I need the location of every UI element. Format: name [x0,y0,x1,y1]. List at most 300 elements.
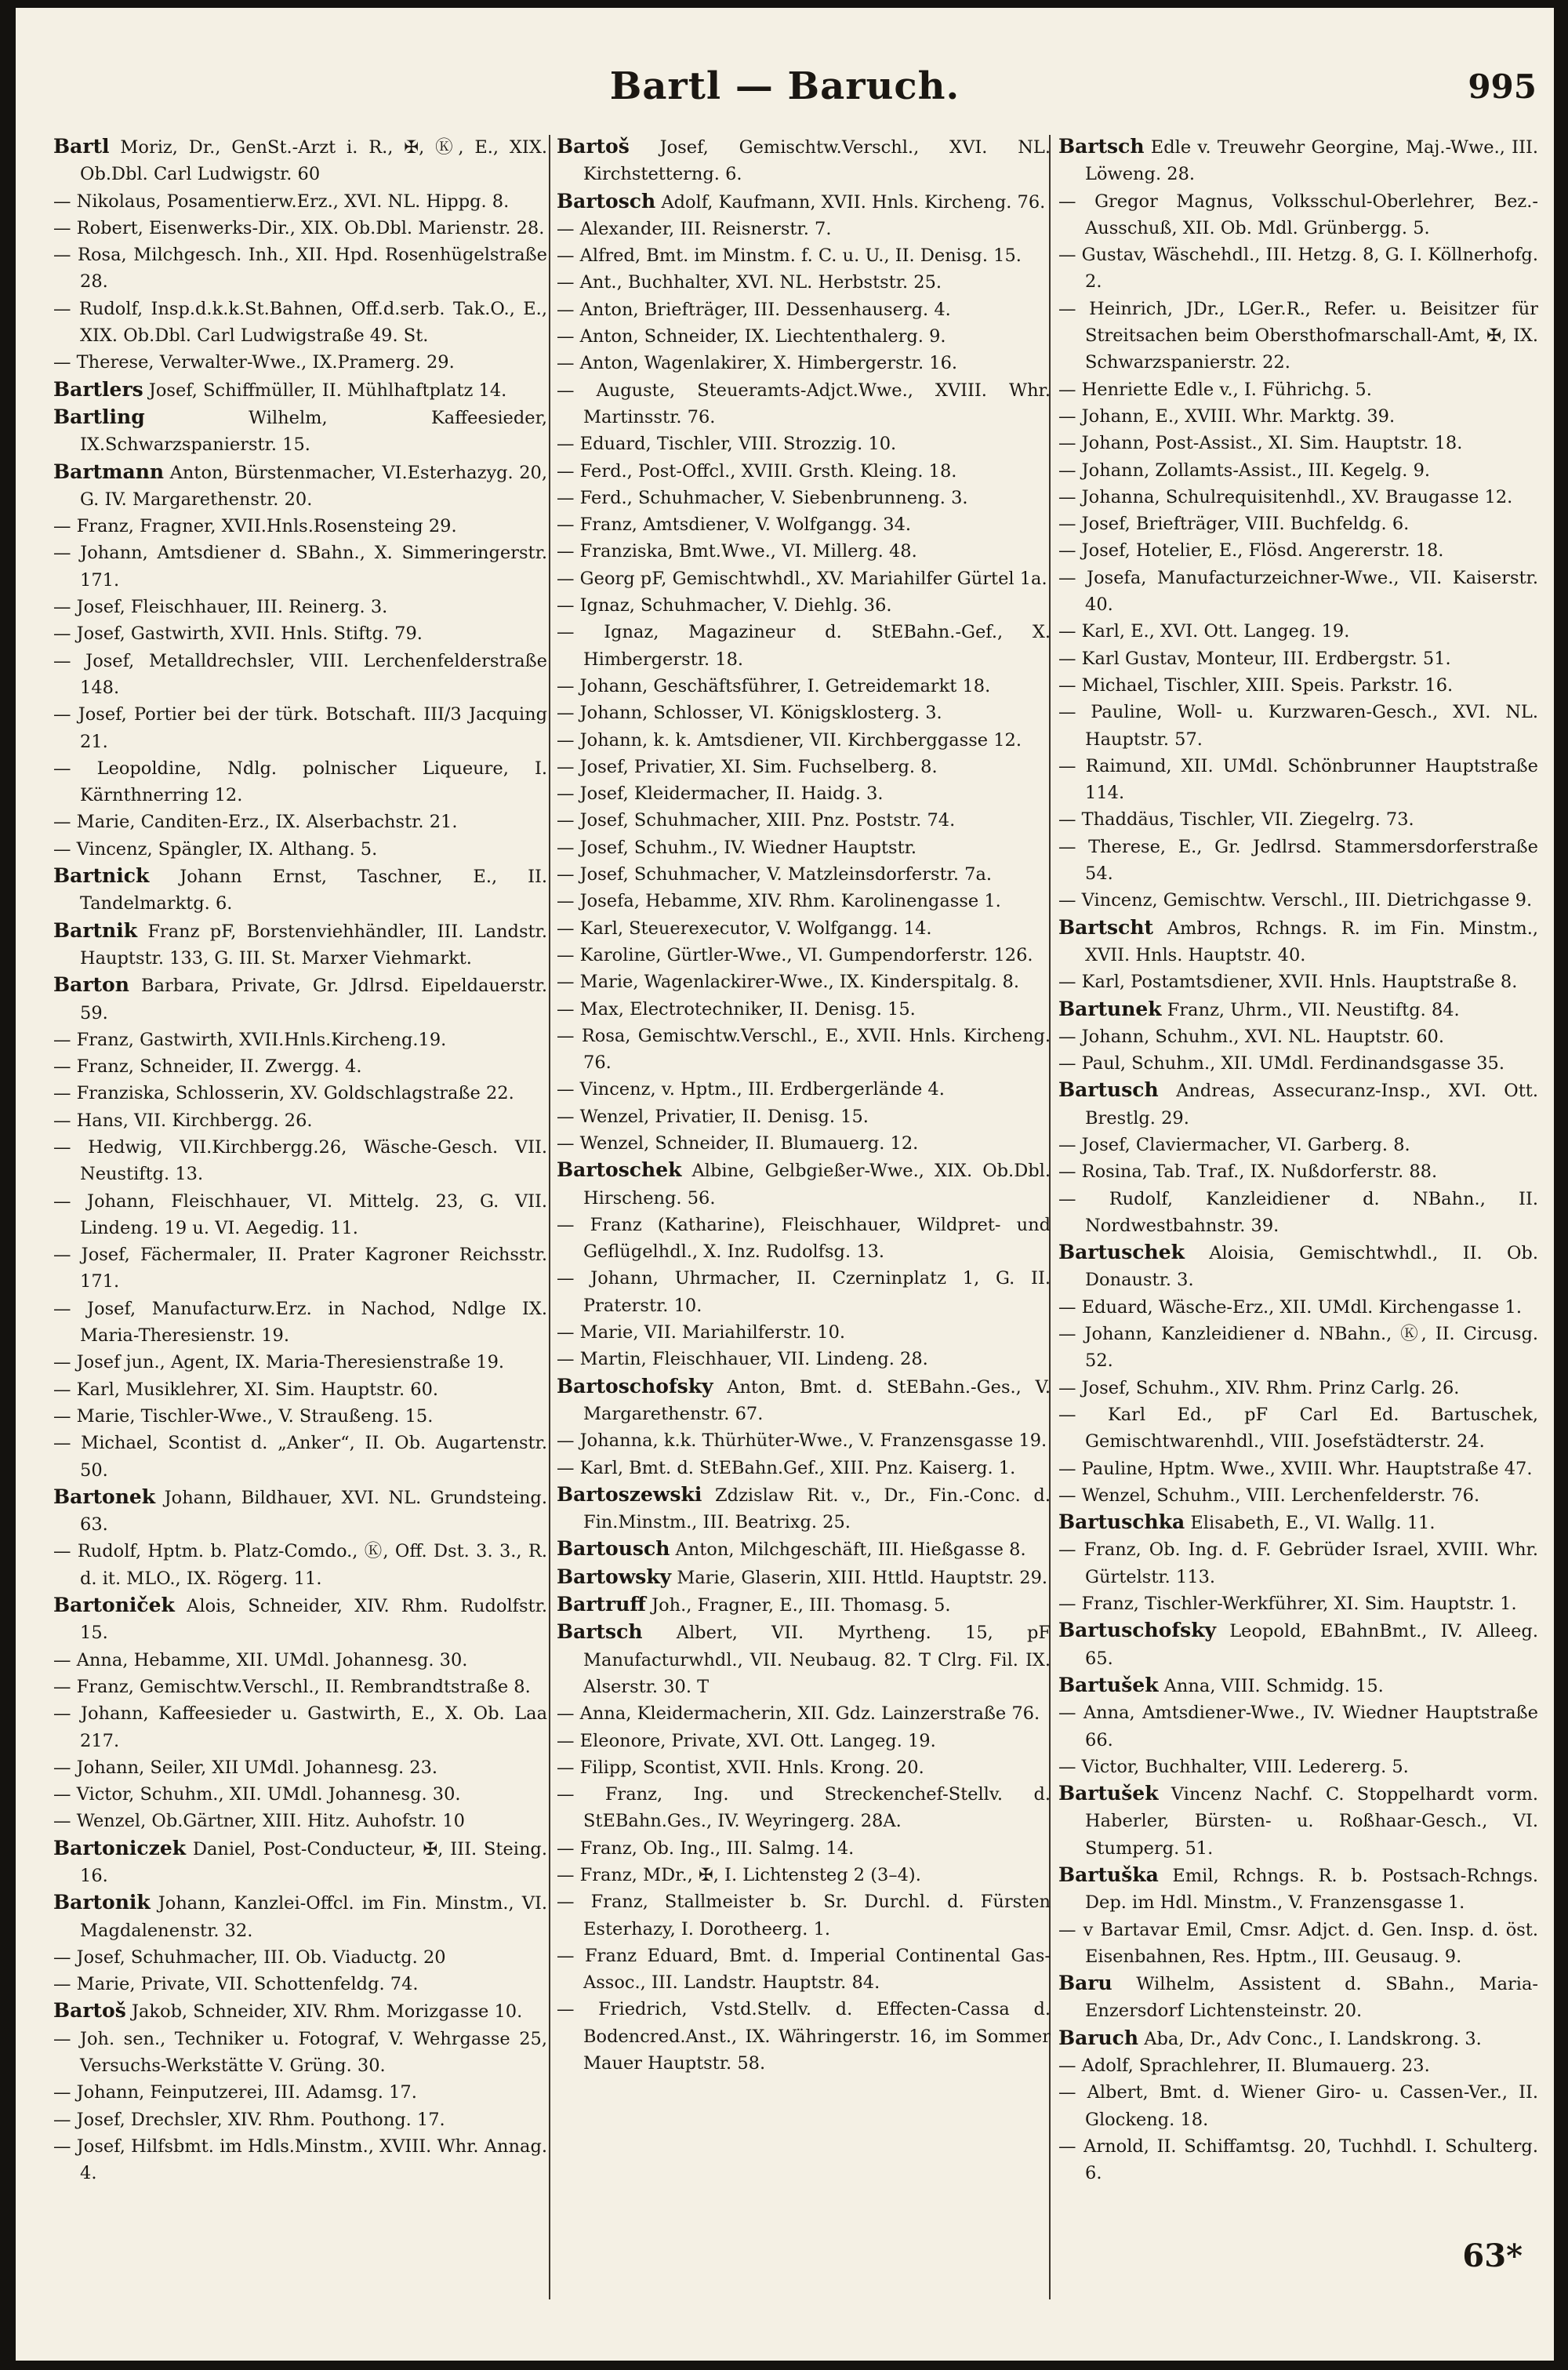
entry-text: Franz, Uhrm., VII. Neustiftg. 84. [1161,999,1460,1020]
entry-text: Jakob, Schneider, XIV. Rhm. Morizgasse 10. [125,2001,523,2023]
directory-entry [1058,1023,1538,1050]
entry-text: — Franz, Ob. Ing., III. Salmg. 14. [557,1837,855,1859]
directory-entry [557,807,1051,834]
entry-text: Alois, Schneider, XIV. Rhm. Rudolfstr. 15. [80,1596,547,1644]
directory-entry [53,1241,547,1296]
entry-text: — Eleonore, Private, XVI. Ott. Langeg. 19. [557,1730,936,1751]
directory-entry [53,513,547,540]
directory-entry [1058,296,1538,376]
directory-entry [557,485,1051,511]
entry-text: Wilhelm, Assistent d. SBahn., Maria-Enzersdorf Lichtensteinstr. 20. [1085,1974,1538,2022]
surname: Bartowsky [557,1565,672,1588]
entry-text: — Friedrich, Vstd.Stellv. d. Effecten-Cassa d. Bodencred.Anst., IX. Währingerstr. 16, im Sommer Mauer Hauptstr. 58. [557,1999,1051,2074]
entry-text: — Johann, Seiler, XII UMdl. Johannesg. 23. [53,1757,438,1778]
entry-text: — Ferd., Schuhmacher, V. Siebenbrunneng. 3. [557,487,968,508]
surname: Bartuschka [1058,1510,1185,1534]
entry-text: Josef, Gemischtw.Verschl., XVI. NL. Kirchstetterng. 6. [583,137,1051,185]
signature-mark: 63* [1462,2237,1523,2274]
entry-text: — Anton, Schneider, IX. Liechtenthalerg. 9. [557,326,946,347]
directory-entry [1058,457,1538,484]
entry-text: — Karoline, Gürtler-Wwe., VI. Gumpendorferstr. 126. [557,944,1033,965]
entry-text: — Marie, VII. Mariahilferstr. 10. [557,1322,846,1343]
surname: Bartousch [557,1537,670,1561]
surname: Bartsch [1058,135,1145,158]
surname: Bartoniczek [53,1836,187,1859]
directory-entry [1058,806,1538,833]
surname: Bartoš [557,135,630,158]
entry-text: — Karl Gustav, Monteur, III. Erdbergstr. 51. [1058,648,1451,669]
entry-text: — Karl, Steuerexecutor, V. Wolfgangg. 14. [557,918,932,939]
directory-entry-surname [53,1835,547,1890]
surname: Bartosch [557,189,656,213]
entry-text: Anton, Bürstenmacher, VI.Esterhazyg. 20, G. IV. Margarethenstr. 20. [80,462,547,510]
directory-entry [53,836,547,863]
directory-entry [53,188,547,215]
entry-text: — Karl, Postamtsdiener, XVII. Hnls. Hauptstraße 8. [1058,972,1518,993]
entry-text: — Franz Eduard, Bmt. d. Imperial Continental Gas-Assoc., III. Landstr. Hauptstr. 84. [557,1945,1051,1994]
entry-text: — Josef, Claviermacher, VI. Garberg. 8. [1058,1134,1410,1155]
directory-entry-surname [557,1373,1051,1428]
entry-text: — Martin, Fleischhauer, VII. Lindeng. 28. [557,1349,928,1370]
entry-text: — Rudolf, Insp.d.k.k.St.Bahnen, Off.d.serb. Tak.O., E., XIX. Ob.Dbl. Carl Ludwigstraße 49. St. [53,298,547,347]
surname: Bartruff [557,1593,646,1616]
entry-text: Johann, Kanzlei-Offcl. im Fin. Minstm., VI. Magdalenenstr. 32. [80,1893,547,1941]
directory-entry [557,1943,1051,1997]
directory-entry [557,942,1051,969]
entry-text: — Franz, Gemischtw.Verschl., II. Rembrandtstraße 8. [53,1676,531,1697]
directory-entry [557,1346,1051,1372]
directory-entry-surname [557,1619,1051,1700]
directory-entry [1058,618,1538,645]
entry-text: — Filipp, Scontist, XVII. Hnls. Krong. 20. [557,1757,924,1778]
directory-entry-surname [53,863,547,918]
entry-text: Johann, Bildhauer, XVI. NL. Grundsteing. 63. [80,1487,547,1536]
directory-entry [557,754,1051,780]
directory-entry [557,216,1051,242]
directory-entry [53,1647,547,1674]
entry-text: — Franz, Stallmeister b. Sr. Durchl. d. Fürsten Esterhazy, I. Dorotheerg. 1. [557,1892,1051,1939]
entry-text: — Johann, E., XVIII. Whr. Marktg. 39. [1058,405,1396,427]
directory-entry-surname [1058,2025,1538,2052]
directory-entry-surname [53,459,547,514]
directory-entry [53,2133,547,2187]
surname: Bartnick [53,864,150,888]
directory-entry [1058,887,1538,914]
directory-entry-surname [53,1997,547,2025]
entry-text: — Karl, E., XVI. Ott. Langeg. 19. [1058,621,1350,642]
directory-entry [1058,834,1538,888]
directory-entry [1058,242,1538,296]
directory-entry [53,1107,547,1134]
entry-text: — Eduard, Tischler, VIII. Strozzig. 10. [557,434,897,455]
surname: Barton [53,973,129,997]
directory-entry-surname [53,918,547,972]
entry-text: — Karl Ed., pF Carl Ed. Bartuschek, Gemischtwarenhdl., VIII. Josefstädterstr. 24. [1058,1404,1538,1452]
directory-entry [53,1080,547,1107]
entry-text: — Johann, Post-Assist., XI. Sim. Hauptstr. 18. [1058,433,1463,454]
entry-text: — Franziska, Schlosserin, XV. Goldschlagstraße 22. [53,1083,514,1104]
entry-text: — Franz, Fragner, XVII.Hnls.Rosensteing 29. [53,516,457,537]
directory-entry [1058,1917,1538,1971]
entry-text: — Rudolf, Kanzleidiener d. NBahn., II. Nordwestbahnstr. 39. [1058,1188,1538,1236]
directory-entry [53,755,547,809]
surname: Bartonek [53,1485,156,1508]
directory-entry [557,296,1051,323]
entry-text: — Johanna, Schulrequisitenhdl., XV. Braugasse 12. [1058,486,1513,507]
entry-text: — Josefa, Hebamme, XIV. Rhm. Karolinengasse 1. [557,891,1001,912]
entry-text: Emil, Rchngs. R. b. Postsach-Rchngs. Dep. im Hdl. Minstm., V. Franzensgasse 1. [1085,1866,1538,1914]
page-number: 995 [1468,67,1537,106]
entry-text: — Wenzel, Schuhm., VIII. Lerchenfelderstr. 76. [1058,1485,1480,1506]
directory-entry-surname [557,1591,1051,1619]
entry-text: — Josef, Fleischhauer, III. Reinerg. 3. [53,597,388,618]
entry-text: Marie, Glaserin, XIII. Httld. Hauptstr. 29. [671,1567,1048,1588]
entry-text: — Therese, E., Gr. Jedlrsd. Stammersdorferstraße 54. [1058,836,1538,885]
directory-entry [53,1296,547,1350]
directory-entry-surname [557,1564,1051,1591]
entry-text: — Alexander, III. Reisnerstr. 7. [557,218,832,239]
directory-entry [557,1130,1051,1157]
entry-text: — Johann, Schuhm., XVI. NL. Hauptstr. 60. [1058,1026,1445,1047]
directory-entry [557,888,1051,914]
directory-entry [557,673,1051,700]
directory-entry [1058,1536,1538,1590]
entry-text: Aba, Dr., Adv Conc., I. Landskrong. 3. [1138,2028,1482,2049]
directory-entry [557,1835,1051,1862]
directory-entry [53,1376,547,1403]
entry-text: — Henriette Edle v., I. Führichg. 5. [1058,379,1372,400]
directory-entry [53,1538,547,1592]
directory-entry [53,1403,547,1430]
directory-entry [1058,1294,1538,1321]
entry-text: — Rosa, Milchgesch. Inh., XII. Hpd. Rosenhügelstraße 28. [53,245,547,293]
directory-entry [53,1944,547,1971]
directory-entry [557,996,1051,1023]
entry-text: — Josef, Hilfsbmt. im Hdls.Minstm., XVIII. Whr. Annag. 4. [53,2136,547,2184]
directory-entry [557,1103,1051,1130]
surname: Bartsch [557,1620,643,1644]
entry-text: — Albert, Bmt. d. Wiener Giro- u. Cassen-Ver., II. Glockeng. 18. [1058,2082,1538,2130]
entry-text: Vincenz Nachf. C. Stoppelhardt vorm. Haberler, Bürsten- u. Roßhaar-Gesch., VI. Stumperg. 51. [1085,1784,1538,1859]
entry-text: Anna, VIII. Schmidg. 15. [1158,1675,1384,1696]
surname: Bartl [53,135,110,158]
entry-text: — Michael, Tischler, XIII. Speis. Parkstr. 16. [1058,674,1454,696]
directory-entry [557,1427,1051,1454]
entry-text: — Ignaz, Magazineur d. StEBahn.-Gef., X. Himbergerstr. 18. [557,622,1051,670]
entry-text: — Victor, Schuhm., XII. UMdl. Johannesg. 30. [53,1784,461,1805]
entry-text: Andreas, Assecuranz-Insp., XVI. Ott. Brestlg. 29. [1085,1081,1538,1129]
surname: Bartušek [1058,1673,1159,1696]
directory-entry [1058,430,1538,456]
entry-text: — Franziska, Bmt.Wwe., VI. Millerg. 48. [557,541,917,562]
directory-entry [53,540,547,594]
directory-entry [557,727,1051,754]
directory-entry [1058,1050,1538,1077]
directory-entry [53,620,547,647]
directory-entry [53,1349,547,1376]
directory-entry [557,592,1051,619]
entry-text: — Josef jun., Agent, IX. Maria-Theresienstraße 19. [53,1352,505,1373]
entry-text: — Karl, Musiklehrer, XI. Sim. Hauptstr. 60. [53,1379,439,1400]
directory-entry [1058,2052,1538,2079]
directory-entry [557,1888,1051,1943]
directory-entry-surname [557,1481,1051,1536]
directory-entry [53,1430,547,1484]
entry-text: — Robert, Eisenwerks-Dir., XIX. Ob.Dbl. Marienstr. 28. [53,217,545,238]
entry-text: Franz pF, Borstenviehhändler, III. Landstr. Hauptstr. 133, G. III. St. Marxer Viehmarkt. [80,921,547,969]
directory-entry-surname [1058,1077,1538,1132]
directory-entry [1058,969,1538,995]
surname: Bartuška [1058,1863,1159,1886]
directory-entry [557,350,1051,376]
entry-text: Edle v. Treuwehr Georgine, Maj.-Wwe., III. Löweng. 28. [1085,137,1538,185]
directory-entry [557,1781,1051,1835]
directory-entry [1058,403,1538,430]
entry-text: — Thaddäus, Tischler, VII. Ziegelrg. 73. [1058,809,1414,831]
surname: Bartoschek [557,1158,682,1182]
column-rule [549,135,550,2299]
entry-text: — Hans, VII. Kirchbergg. 26. [53,1110,313,1131]
entry-text: Adolf, Kaufmann, XVII. Hnls. Kircheng. 76. [655,191,1046,213]
surname: Bartoschofsky [557,1374,713,1398]
entry-text: — Hedwig, VII.Kirchbergg.26, Wäsche-Gesch. VII. Neustiftg. 13. [53,1136,547,1185]
entry-text: Anton, Bmt. d. StEBahn.-Ges., V. Margarethenstr. 67. [583,1376,1051,1424]
entry-text: — Arnold, II. Schiffamtsg. 20, Tuchhdl. I. Schulterg. 6. [1058,2136,1538,2184]
directory-entry-surname [53,1889,547,1944]
directory-entry [1058,565,1538,619]
surname: Bartunek [1058,997,1162,1020]
directory-entry-surname [1058,1672,1538,1699]
entry-text: — Josef, Fächermaler, II. Prater Kagroner Reichsstr. 171. [53,1245,547,1292]
surname: Bartmann [53,460,165,483]
directory-entry [1058,1401,1538,1456]
entry-text: — Marie, Tischler-Wwe., V. Straußeng. 15. [53,1405,434,1427]
entry-text: — Josef, Gastwirth, XVII. Hnls. Stiftg. 79. [53,623,423,645]
entry-text: — Eduard, Wäsche-Erz., XII. UMdl. Kirchengasse 1. [1058,1296,1522,1318]
entry-text: — Alfred, Bmt. im Minstm. f. C. u. U., II. Denisg. 15. [557,245,1022,267]
directory-entry [557,834,1051,861]
directory-entry [1058,1158,1538,1185]
entry-text: Johann Ernst, Taschner, E., II. Tandelmarktg. 6. [80,867,547,914]
surname: Bartling [53,405,145,428]
directory-entry [557,915,1051,942]
entry-text: — Adolf, Sprachlehrer, II. Blumauerg. 23. [1058,2056,1430,2077]
directory-entry [557,323,1051,350]
directory-entry [557,538,1051,565]
entry-text: — Ferd., Post-Offcl., XVIII. Grsth. Kleing. 18. [557,460,957,482]
entry-text: — Franz, Amtsdiener, V. Wolfgangg. 34. [557,514,912,536]
directory-entry [557,565,1051,592]
surname: Bartoš [53,1999,126,2023]
entry-text: — Anton, Briefträger, III. Dessenhauserg. 4. [557,299,951,320]
entry-text: — Joh. sen., Techniker u. Fotograf, V. Wehrgasse 25, Versuchs-Werkstätte V. Grüng. 30. [53,2028,547,2077]
directory-entry [557,1996,1051,2077]
entry-text: — Anna, Hebamme, XII. UMdl. Johannesg. 30. [53,1649,468,1670]
entry-text: Barbara, Private, Gr. Jdlrsd. Eipeldauerstr. 59. [80,976,547,1023]
directory-entry-surname [53,133,547,188]
surname: Bartonik [53,1891,151,1914]
entry-text: — Josef, Metalldrechsler, VIII. Lerchenfelderstraße 148. [53,650,547,698]
directory-entry-surname [1058,1970,1538,2025]
entry-text: — Wenzel, Privatier, II. Denisg. 15. [557,1106,869,1127]
directory-entry [1058,1590,1538,1617]
directory-entry [557,1728,1051,1754]
directory-entry [53,594,547,620]
surname: Bartusch [1058,1078,1159,1102]
entry-text: — Josef, Privatier, XI. Sim. Fuchselberg. 8. [557,756,938,777]
entry-text: — Ant., Buchhalter, XVI. NL. Herbststr. 25. [557,272,942,293]
entry-text: — Josef, Schuhmacher, V. Matzleinsdorferstr. 7a. [557,864,993,885]
entry-text: — Ignaz, Schuhmacher, V. Diehlg. 36. [557,595,892,616]
directory-entry [53,2079,547,2106]
directory-entry-surname [1058,996,1538,1023]
directory-entry-surname [557,1536,1051,1563]
directory-entry [1058,1375,1538,1401]
directory-entry [557,619,1051,673]
surname: Bartuschofsky [1058,1619,1217,1642]
directory-entry [557,861,1051,888]
entry-text: — Wenzel, Schneider, II. Blumauerg. 12. [557,1132,919,1154]
directory-entry [53,1700,547,1754]
directory-entry [53,1053,547,1080]
directory-entry [1058,699,1538,753]
directory-entry [557,1319,1051,1346]
entry-text: — Johann, Geschäftsführer, I. Getreidemarkt 18. [557,675,991,696]
entry-text: — Johanna, k.k. Thürhüter-Wwe., V. Franzensgasse 19. [557,1430,1047,1452]
entry-text: — Gustav, Wäschehdl., III. Hetzg. 8, G. I. Köllnerhofg. 2. [1058,245,1538,293]
entry-text: — Franz, Tischler-Werkführer, XI. Sim. Hauptstr. 1. [1058,1594,1517,1615]
directory-entry-surname [1058,1617,1538,1672]
directory-entry [1058,1754,1538,1780]
directory-entry [557,269,1051,296]
entry-text: — Therese, Verwalter-Wwe., IX.Pramerg. 29. [53,352,455,373]
entry-text: — Johann, k. k. Amtsdiener, VII. Kirchberggasse 12. [557,729,1022,751]
entry-text: — Franz, Ing. und Streckenchef-Stellv. d. StEBahn.Ges., IV. Weyringerg. 28A. [557,1784,1051,1832]
directory-entry [53,349,547,376]
entry-text: — Pauline, Hptm. Wwe., XVIII. Whr. Hauptstraße 47. [1058,1458,1533,1479]
directory-entry [1058,1321,1538,1375]
entry-text: Josef, Schiffmüller, II. Mühlhaftplatz 14. [143,380,507,401]
entry-text: — Leopoldine, Ndlg. polnischer Liqueure, I. Kärnthnerring 12. [53,758,547,806]
entry-text: — Rosina, Tab. Traf., IX. Nußdorferstr. 88. [1058,1161,1438,1183]
entry-text: — Johann, Schlosser, VI. Königsklosterg. 3. [557,703,942,724]
entry-text: — Max, Electrotechniker, II. Denisg. 15. [557,998,916,1020]
directory-entry [1058,1132,1538,1158]
entry-text: — Josef, Hotelier, E., Flösd. Angererstr. 18. [1058,540,1444,562]
surname: Bartuschek [1058,1241,1185,1264]
entry-text: Anton, Milchgeschäft, III. Hießgasse 8. [670,1539,1026,1561]
entry-text: — Josef, Schuhmacher, XIII. Pnz. Poststr. 74. [557,810,956,831]
entry-text: — Franz, Gastwirth, XVII.Hnls.Kircheng.19. [53,1029,447,1050]
entry-text: — Josef, Drechsler, XIV. Rhm. Pouthong. 17. [53,2109,445,2130]
directory-entry [53,1188,547,1242]
entry-text: — Josef, Schuhmacher, III. Ob. Viaductg. 20 [53,1947,446,1968]
surname: Bartnik [53,918,138,942]
directory-entry [1058,1186,1538,1240]
entry-text: — Vincenz, v. Hptm., III. Erdbergerlände 4. [557,1079,945,1100]
directory-entry [1058,1456,1538,1482]
directory-entry [1058,484,1538,511]
entry-text: Wilhelm, Kaffeesieder, IX.Schwarzspanierstr. 15. [80,407,547,456]
directory-entry [557,511,1051,538]
entry-text: — Johann, Amtsdiener d. SBahn., X. Simmeringerstr. 171. [53,543,547,591]
entry-text: Elisabeth, E., VI. Wallg. 11. [1185,1513,1436,1534]
entry-text: — Raimund, XII. UMdl. Schönbrunner Hauptstraße 114. [1058,755,1538,804]
directory-entry [557,242,1051,269]
directory-entry-surname [1058,1862,1538,1917]
directory-entry-surname [557,188,1051,216]
directory-entry [53,1971,547,1997]
directory-entry [53,1134,547,1188]
directory-entry [557,458,1051,485]
entry-text: — Franz, MDr., ✠, I. Lichtensteg 2 (3–4). [557,1865,921,1885]
directory-entry [557,1212,1051,1266]
entry-text: — Anna, Amtsdiener-Wwe., IV. Wiedner Hauptstraße 66. [1058,1703,1538,1750]
entry-text: Albine, Gelbgießer-Wwe., XIX. Ob.Dbl. Hirscheng. 56. [583,1161,1051,1209]
entry-text: — Pauline, Woll- u. Kurzwaren-Gesch., XVI. NL. Hauptstr. 57. [1058,702,1538,750]
directory-entry [53,215,547,242]
entry-text: — Nikolaus, Posamentierw.Erz., XVI. NL. Hippg. 8. [53,191,510,212]
entry-text: — Johann, Feinputzerei, III. Adamsg. 17. [53,2082,417,2103]
directory-entry [1058,1699,1538,1754]
entry-text: Ambros, Rchngs. R. im Fin. Minstm., XVII. Hnls. Hauptstr. 40. [1085,918,1538,965]
entry-text: — Josefa, Manufacturzeichner-Wwe., VII. Kaiserstr. 40. [1058,567,1538,616]
directory-entry [557,1265,1051,1319]
directory-entry-surname [557,1157,1051,1212]
entry-text: Albert, VII. Myrtheng. 15, pF Manufacturwhdl., VII. Neubaug. 82. T Clrg. Fil. IX. Alserstr. 30. T [583,1623,1051,1697]
surname: Baruch [1058,2026,1139,2049]
directory-entry [557,1862,1051,1888]
directory-entry-surname [1058,1509,1538,1536]
directory-entry-surname [53,1484,547,1539]
directory-entry [1058,672,1538,699]
entry-text: — Johann, Fleischhauer, VI. Mittelg. 23, G. VII. Lindeng. 19 u. VI. Aegedig. 11. [53,1190,547,1238]
directory-entry [53,2106,547,2133]
directory-entry [557,1754,1051,1781]
running-title: Bartl — Baruch. [609,64,960,108]
column-3 [1058,133,1538,2187]
entry-text: Leopold, EBahnBmt., IV. Alleeg. 65. [1085,1621,1538,1669]
directory-entry [1058,753,1538,807]
page-header [16,64,1554,127]
directory-entry-surname [53,376,547,404]
entry-text: — Michael, Scontist d. „Anker“, II. Ob. Augartenstr. 50. [53,1433,547,1481]
directory-entry-surname [53,1592,547,1647]
entry-text: Zdzislaw Rit. v., Dr., Fin.-Conc. d. Fin.Minstm., III. Beatrixg. 25. [583,1485,1051,1533]
entry-text: Joh., Fragner, E., III. Thomasg. 5. [645,1595,951,1616]
entry-text: — Victor, Buchhalter, VIII. Ledererg. 5. [1058,1756,1409,1777]
entry-text: — Karl, Bmt. d. StEBahn.Gef., XIII. Pnz. Kaiserg. 1. [557,1457,1016,1478]
directory-entry-surname [1058,133,1538,188]
entry-text: — Marie, Private, VII. Schottenfeldg. 74. [53,1974,419,1995]
directory-entry-surname [1058,1239,1538,1294]
directory-entry [1058,511,1538,537]
directory-entry [53,1674,547,1700]
entry-text: — Heinrich, JDr., LGer.R., Refer. u. Beisitzer für Streitsachen beim Obersthofmarschall-Amt, ✠, IX. Schwarzspanierstr. 22. [1058,298,1538,373]
entry-text: — Josef, Briefträger, VIII. Buchfeldg. 6. [1058,514,1410,535]
entry-text: — Vincenz, Gemischtw. Verschl., III. Dietrichgasse 9. [1058,890,1533,911]
entry-text: — Josef, Portier bei der türk. Botschaft. III/3 Jacquing 21. [53,704,547,752]
directory-entry [557,431,1051,457]
directory-entry-surname [557,133,1051,188]
directory-entry [1058,645,1538,672]
entry-text: — Franz, Schneider, II. Zwergg. 4. [53,1056,362,1078]
entry-text: — Georg pF, Gemischtwhdl., XV. Mariahilfer Gürtel 1a. [557,568,1047,589]
directory-entry-surname [53,972,547,1027]
surname: Bartlers [53,377,143,401]
directory-entry [557,1700,1051,1727]
directory-entry [1058,537,1538,564]
